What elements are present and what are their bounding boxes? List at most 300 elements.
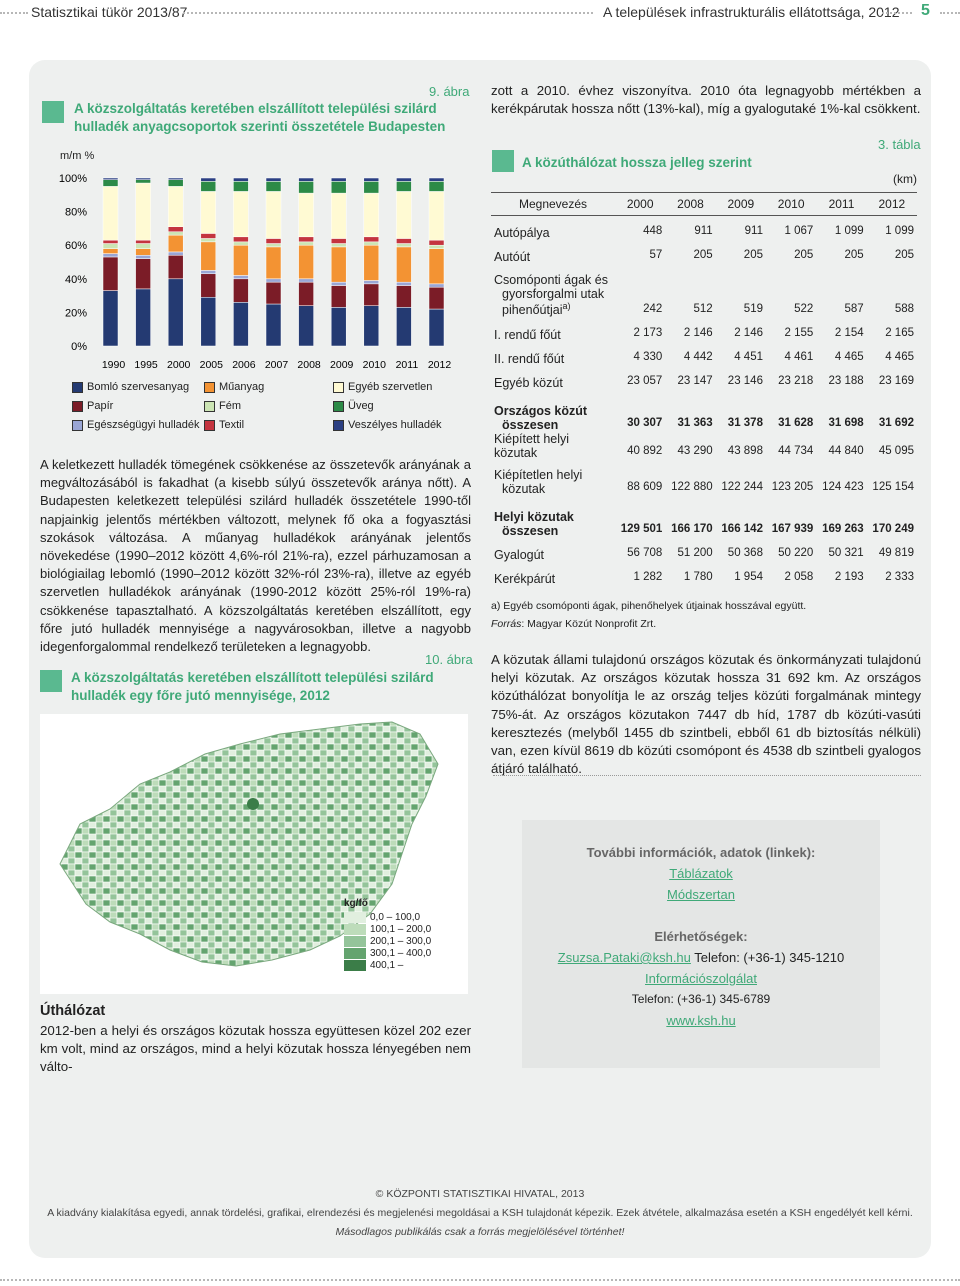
bar-segment [364, 284, 379, 306]
map-legend-label: 0,0 – 100,0 [370, 912, 421, 924]
table-cell: 23 218 [778, 374, 814, 387]
bar-segment [103, 254, 118, 257]
bar-segment [136, 255, 151, 258]
table-cell: 205 [794, 248, 814, 261]
bar-segment [429, 284, 444, 287]
row-label [491, 318, 615, 342]
legend-item [204, 381, 264, 393]
table-cell: 1 780 [683, 570, 713, 583]
table-cell: 1 099 [885, 224, 914, 237]
bar-segment [136, 244, 151, 249]
footer [40, 1185, 920, 1242]
table-cell: 169 263 [822, 522, 864, 535]
bar-segment [331, 307, 346, 346]
table-row [491, 264, 917, 318]
y-tick-label: 0% [71, 341, 87, 353]
bar-segment [299, 279, 314, 282]
uthalozat-heading: Úthálózat [40, 1003, 106, 1019]
table-cell: 23 147 [677, 374, 713, 387]
bar-segment [233, 245, 248, 275]
bar-segment [201, 274, 216, 298]
bar-segment [364, 181, 379, 193]
email-link[interactable]: Zsuzsa.Pataki@ksh.hu [557, 950, 691, 965]
contact-heading: Elérhetőségek: [654, 929, 748, 944]
table-cell: 167 939 [771, 522, 814, 535]
bar-segment [266, 191, 281, 238]
table-cell: 4 465 [834, 350, 864, 363]
legend-label: Üveg [348, 400, 374, 412]
text-right-top: zott a 2010. évhez viszonyítva. 2010 óta legnagyobb mértékben a kerékpárutak hossza nőtt (13%-kal), míg a gyalogutaké 1%-kal csökkent. [491, 83, 921, 117]
bar-segment [266, 238, 281, 243]
bar-segment [299, 193, 314, 237]
bar-segment [299, 181, 314, 193]
legend-label: Papír [87, 400, 114, 412]
table-row [491, 342, 917, 366]
row-label [491, 216, 615, 240]
table-cell: 2 333 [885, 570, 914, 583]
table-cell: 1 282 [633, 570, 663, 583]
row-label-line: pihenőútjai$^{a)}$ [502, 301, 571, 318]
table-cell: 129 501 [620, 522, 663, 535]
bar-segment [331, 178, 346, 181]
table-cell: 166 142 [721, 522, 763, 535]
bar-segment [364, 306, 379, 346]
table-cell: 57 [649, 248, 663, 261]
row-label [491, 538, 615, 562]
row-label-line: összesen [502, 523, 559, 538]
table-cell: 2 146 [734, 326, 763, 339]
legend-label: Egészségügyi hulladék [87, 419, 200, 431]
bar-segment [429, 245, 444, 248]
bar-segment [364, 178, 379, 181]
bar-segment [331, 238, 346, 243]
table-cell: 23 057 [627, 374, 663, 387]
bar-segment [136, 249, 151, 256]
row-label-line: Országos közút [494, 403, 588, 418]
bar-segment [168, 232, 183, 235]
table3 [491, 192, 917, 586]
table-cell: 40 892 [627, 444, 663, 457]
map-legend-swatch [344, 912, 366, 923]
text-left: A keletkezett hulladék tömegének csökkenése az összetevők arányának a megváltozásából is fakadhat (a kisebb súlyú összetevők aránya nőtt). A Budapesten keletkezett települési szilárd hulladék összetétele 1990-től napjainkig jelentős mértékben változott, melynek fő oka a fogyasztási szokások változása. A műanyag hulladékok arányának jelentős növekedése (1990–2012 között 4,6%-ról 21%-ra), ezzel párhuzamosan a biológiailag lebomló (1990–2012 között 32%-ról 23%-ra), illetve az egyéb szervetlen hulladékok arányának (1990-2012 között 25%-ról 19%-ra) csökkenése tapasztalható. A közszolgáltatás keretében elszállított, egy főre jutó hulladék mennyisége a nagyvárosokban, illetve a nagyobb idegenforgalommal rendelkező területeken a legnagyobb. [40, 457, 471, 655]
row-label [491, 390, 615, 432]
table-cell: 911 [744, 224, 763, 237]
table3-unit: (km) [893, 172, 917, 186]
footer-rights: A kiadvány kialakítása egyedi, annak tördelési, grafikai, elrendezési és megjelenési megoldásai a KSH tulajdonát képezik. Ezek átvétele, alkalmazása esetén a KSH engedélyét kell kérni. [47, 1207, 913, 1219]
row-label-line: II. rendű főút [494, 351, 565, 366]
row-label [491, 460, 615, 496]
link-informacioszolgalat[interactable]: Információszolgálat [645, 971, 757, 986]
map-legend-item [344, 924, 444, 936]
bar-segment [364, 280, 379, 283]
source-label: Forrás [491, 618, 522, 630]
table3-title: A közúthálózat hossza jelleg szerint [522, 155, 752, 170]
table-cell: 56 708 [627, 546, 663, 559]
bar-segment [429, 309, 444, 346]
legend-swatch [204, 401, 215, 412]
page-number: 5 [921, 2, 930, 19]
bar-segment [103, 240, 118, 243]
table-cell: 30 307 [627, 416, 663, 429]
bar-segment [266, 279, 281, 282]
x-tick-label: 2005 [199, 359, 223, 371]
table-cell: 31 378 [727, 416, 763, 429]
legend-label: Fém [219, 400, 241, 412]
bar-segment [299, 306, 314, 346]
x-tick-label: 2006 [232, 359, 256, 371]
legend-swatch [72, 382, 83, 393]
y-tick-label: 20% [64, 307, 87, 320]
legend-item [204, 419, 244, 431]
bar-segment [299, 245, 314, 279]
map-legend-item [344, 948, 444, 960]
phone1: Telefon: (+36-1) 345-1210 [690, 950, 845, 965]
bar-segment [201, 178, 216, 181]
legend-item [333, 381, 432, 393]
bar-segment [103, 257, 118, 291]
bar-segment [201, 191, 216, 233]
table-header-cell: 2012 [867, 193, 917, 216]
link-ksh[interactable]: www.ksh.hu [666, 1013, 736, 1028]
table-cell: 125 154 [872, 480, 914, 493]
bar-segment [233, 275, 248, 278]
bar-segment [201, 297, 216, 346]
table-cell: 4 442 [683, 350, 713, 363]
bar-segment [201, 181, 216, 191]
map-legend-item [344, 936, 444, 948]
table-cell: 2 155 [784, 326, 814, 339]
bar-segment [103, 186, 118, 240]
footnote-marker: a) [562, 301, 571, 312]
footer-copyright: © KÖZPONTI STATISZTIKAI HIVATAL, 2013 [375, 1188, 585, 1200]
phone2: Telefon: (+36-1) 345-6789 [631, 992, 771, 1006]
row-label-line: Csomóponti ágak és [494, 273, 608, 288]
row-label-line: Autóút [494, 249, 531, 264]
table-cell: 2 146 [683, 326, 713, 339]
table-cell: 23 188 [828, 374, 864, 387]
bar-segment [233, 191, 248, 236]
bar-segment [168, 227, 183, 232]
bar-segment [266, 247, 281, 279]
bar-segment [103, 291, 118, 346]
fig10-title-line1: A közszolgáltatás keretében elszállított települési szilárd [71, 670, 434, 685]
x-tick-label: 2011 [395, 359, 419, 371]
bar-segment [201, 233, 216, 238]
table-header-cell: Megnevezés [491, 193, 615, 216]
table-cell: 50 321 [828, 546, 864, 559]
table-header-cell: 2011 [816, 193, 866, 216]
bar-segment [233, 181, 248, 191]
fig9-title-line2: hulladék anyagcsoportok szerinti összetétele Budapesten [74, 119, 446, 134]
x-tick-label: 2012 [427, 359, 452, 371]
fig9-ref: 9. ábra [429, 84, 470, 99]
table-cell: 23 146 [727, 374, 763, 387]
bar-segment [168, 235, 183, 252]
bar-segment [136, 259, 151, 289]
bar-segment [201, 238, 216, 241]
table-cell: 44 840 [828, 444, 864, 457]
legend-item [333, 400, 374, 412]
table-cell: 122 880 [671, 480, 713, 493]
bar-segment [331, 247, 346, 282]
bar-segment [364, 245, 379, 280]
table-cell: 31 698 [828, 416, 864, 429]
row-label-line: I. rendű főút [494, 327, 561, 342]
map-legend-label: 100,1 – 200,0 [370, 924, 432, 936]
table-row [491, 432, 917, 460]
legend-item [333, 419, 442, 431]
bar-segment [103, 178, 118, 180]
table-cell: 4 330 [633, 350, 663, 363]
table-header-row [491, 193, 917, 216]
map-legend-swatch [344, 936, 366, 947]
footer-note: Másodlagos publikálás csak a forrás megjelölésével történhet! [335, 1226, 625, 1238]
map-legend-item [344, 960, 444, 972]
bar-segment [429, 249, 444, 284]
bar-segment [233, 178, 248, 181]
bar-segment [103, 244, 118, 249]
y-tick-label: 40% [64, 273, 87, 286]
bar-segment [396, 307, 411, 346]
x-tick-label: 2000 [167, 359, 191, 371]
y-tick-label: 80% [64, 206, 87, 219]
bar-segment [266, 244, 281, 247]
table-cell: 122 244 [721, 480, 763, 493]
row-label-line: közutak [502, 481, 546, 496]
legend-label: Műanyag [219, 381, 265, 393]
legend-swatch [204, 420, 215, 431]
x-tick-label: 1990 [101, 359, 126, 371]
x-tick-label: 2009 [330, 359, 354, 371]
bar-segment [331, 181, 346, 193]
info-box [522, 820, 880, 1068]
table-cell: 50 368 [727, 546, 763, 559]
row-label-line: Kiépített helyi közutak [494, 431, 570, 460]
table-cell: 43 290 [677, 444, 713, 457]
table-cell: 44 734 [778, 444, 814, 457]
row-label-line: összesen [502, 417, 559, 432]
fig9-unit: m/m % [60, 150, 95, 162]
map-legend-label: 400,1 – [370, 960, 404, 972]
fig10-title-line2: hulladék egy főre jutó mennyisége, 2012 [71, 688, 330, 703]
x-tick-label: 2007 [264, 359, 289, 371]
bar-segment [233, 237, 248, 242]
fig10-title [71, 669, 434, 705]
table-row [491, 562, 917, 586]
bar-segment [429, 178, 444, 181]
bar-segment [136, 178, 151, 180]
table-cell: 31 363 [677, 416, 713, 429]
table-cell: 23 169 [878, 374, 914, 387]
table-cell: 45 095 [878, 444, 914, 457]
bar-segment [266, 304, 281, 346]
table-cell: 4 461 [784, 350, 814, 363]
table-cell: 124 423 [822, 480, 864, 493]
link-modszertan[interactable]: Módszertan [667, 887, 735, 902]
table3-footnote: a) Egyéb csomóponti ágak, pihenőhelyek útjainak hosszával együtt. [491, 600, 807, 612]
bar-segment [103, 249, 118, 254]
map-area [40, 714, 468, 994]
table-cell: 88 609 [627, 480, 663, 493]
bar-segment [266, 178, 281, 181]
bar-segment [136, 183, 151, 240]
table-cell: 49 819 [878, 546, 914, 559]
y-tick-label: 60% [64, 240, 87, 253]
row-label-line: Gyalogút [494, 547, 545, 562]
table-cell: 166 170 [671, 522, 713, 535]
table-cell: 2 193 [834, 570, 864, 583]
legend-item [72, 400, 113, 412]
bar-segment [331, 282, 346, 285]
bar-segment [396, 238, 411, 243]
map-legend-label: 200,1 – 300,0 [370, 936, 432, 948]
fig9-chart [40, 160, 460, 375]
table-cell: 522 [794, 302, 814, 315]
fig9-title-line1: A közszolgáltatás keretében elszállított települési szilárd [74, 101, 437, 116]
row-label [491, 366, 615, 390]
bar-segment [364, 242, 379, 245]
row-label-line: Egyéb közút [494, 375, 563, 390]
table-row [491, 318, 917, 342]
legend-swatch [72, 420, 83, 431]
legend-label: Bomló szervesanyag [87, 381, 190, 393]
table-cell: 448 [643, 224, 663, 237]
table-cell: 51 200 [677, 546, 713, 559]
table-header-cell: 2000 [615, 193, 665, 216]
row-label [491, 240, 615, 264]
row-label-line: Kerékpárút [494, 571, 556, 586]
map-legend-item [344, 912, 444, 924]
bar-segment [266, 282, 281, 304]
table-cell: 588 [894, 302, 914, 315]
bar-segment [331, 286, 346, 308]
bar-segment [168, 255, 183, 279]
legend-label: Textil [219, 419, 245, 431]
bar-segment [168, 252, 183, 255]
bar-segment [429, 191, 444, 240]
uthalozat-text: 2012-ben a helyi és országos közutak hossza együttesen közel 202 ezer km volt, mind az országos, mind a helyi közutak hossza lényegében nem válto- [40, 1023, 471, 1075]
map-legend [344, 898, 444, 972]
table-cell: 587 [844, 302, 864, 315]
table3-marker [492, 150, 514, 172]
bar-segment [396, 181, 411, 191]
row-label [491, 264, 615, 318]
bar-segment [396, 282, 411, 285]
bar-segment [233, 279, 248, 303]
table-cell: 2 173 [633, 326, 663, 339]
map-legend-swatch [344, 960, 366, 971]
table-cell: 2 165 [885, 326, 914, 339]
bar-segment [103, 180, 118, 187]
row-label-line: Kiépítetlen helyi [494, 467, 583, 482]
row-label [491, 496, 615, 538]
legend-item [204, 400, 241, 412]
table-cell: 519 [743, 302, 763, 315]
table3-ref: 3. tábla [878, 137, 921, 152]
bar-segment [299, 237, 314, 242]
bar-segment [364, 237, 379, 242]
fig10-marker [40, 670, 62, 692]
table-cell: 31 692 [878, 416, 914, 429]
bar-segment [136, 289, 151, 346]
text-right-bottom: A közutak állami tulajdonú országos közutak és önkormányzati tulajdonú helyi közutak. Az országos közutak hossza 31 692 km. Az országos közúthálózat bonyolítja le az ország teljes közúti forgalmának mintegy 75%-át. Az országos közutakon 7447 db híd, 1787 db közúti-vasúti keresztezés (melyből 1455 db szintbeli, ebből 61 db biztosítás nélküli) van, ezen kívül 8619 db közúti csomópont és 4538 db szintbeli gyalogos átjáró található. [491, 652, 921, 777]
bar-segment [396, 191, 411, 238]
fig9-marker [42, 101, 64, 123]
table-cell: 242 [643, 302, 663, 315]
bar-segment [233, 242, 248, 245]
legend-item [72, 419, 200, 431]
link-tablazatok[interactable]: Táblázatok [669, 866, 733, 881]
bar-segment [168, 180, 183, 187]
bar-segment [429, 181, 444, 191]
table-row [491, 538, 917, 562]
row-label-line: Helyi közutak [494, 509, 574, 524]
bar-segment [331, 193, 346, 238]
row-label [491, 342, 615, 366]
bar-segment [396, 244, 411, 247]
bar-segment [299, 282, 314, 306]
table-cell: 205 [894, 248, 914, 261]
row-label-line: Autópálya [494, 225, 550, 240]
row-label [491, 562, 615, 586]
table-row [491, 366, 917, 390]
bar-segment [299, 178, 314, 181]
bar-segment [429, 240, 444, 245]
table-cell: 1 099 [834, 224, 864, 237]
legend-swatch [204, 382, 215, 393]
table-cell: 4 465 [885, 350, 914, 363]
legend-label: Egyéb szervetlen [348, 381, 433, 393]
table-cell: 123 205 [771, 480, 814, 493]
bar-segment [201, 270, 216, 273]
table3-source [491, 618, 656, 630]
fig9-title [74, 100, 445, 136]
table-cell: 911 [694, 224, 713, 237]
table-row [491, 216, 917, 240]
map-legend-title: kg/fő [344, 898, 368, 909]
table-cell: 4 451 [734, 350, 763, 363]
bar-segment [429, 287, 444, 309]
map-legend-label: 300,1 – 400,0 [370, 948, 432, 960]
table-cell: 1 067 [784, 224, 814, 237]
header-left: Statisztikai tükör 2013/87 [31, 4, 188, 20]
table-cell: 1 954 [734, 570, 763, 583]
bar-segment [233, 302, 248, 346]
table-cell: 50 220 [778, 546, 814, 559]
bar-segment [396, 286, 411, 308]
table-header-cell: 2008 [665, 193, 715, 216]
bar-segment [136, 180, 151, 183]
table-row [491, 240, 917, 264]
x-tick-label: 2010 [362, 359, 386, 371]
legend-swatch [72, 401, 83, 412]
bar-segment [168, 279, 183, 346]
legend-item [72, 381, 189, 393]
row-label-line: gyorsforgalmi utak [502, 287, 605, 302]
table-row [491, 496, 917, 538]
table-cell: 2 058 [784, 570, 814, 583]
budapest-marker [247, 798, 259, 810]
bar-segment [364, 193, 379, 237]
header-right: A települések infrastrukturális ellátottsága, 2012 [603, 4, 900, 20]
bar-segment [168, 178, 183, 180]
row-label [491, 432, 615, 460]
info-heading: További információk, adatok (linkek): [586, 845, 816, 860]
table-cell: 205 [844, 248, 864, 261]
map-legend-swatch [344, 948, 366, 959]
bar-segment [136, 240, 151, 243]
bar-segment [331, 244, 346, 247]
